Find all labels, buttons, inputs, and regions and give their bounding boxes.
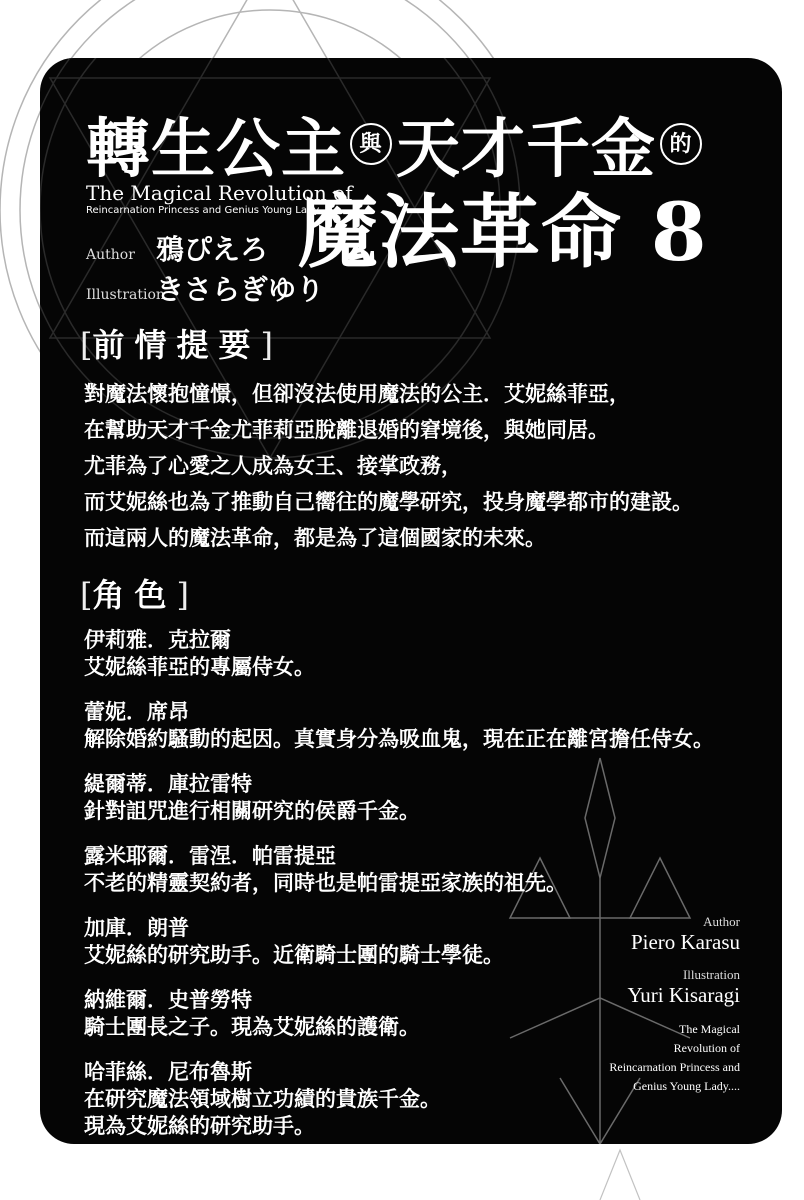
summary-heading — [80, 320, 273, 366]
character-entry — [84, 770, 714, 824]
character-desc: 艾妮絲的研究助手。近衛騎士團的騎士學徒。 — [84, 942, 504, 967]
illustration-credit — [86, 268, 324, 308]
characters-heading — [80, 570, 189, 616]
english-title-line-2: Reincarnation Princess and Genius Young Lady.... — [86, 205, 331, 216]
summary-text — [84, 376, 693, 556]
character-name: 蕾妮．席昂 — [84, 699, 189, 724]
summary-heading-text: 前情提要 — [92, 326, 261, 364]
en-author-label: Author — [703, 914, 740, 929]
title-part-b: 天才千金 — [396, 112, 656, 187]
character-name: 納維爾．史普勞特 — [84, 987, 252, 1012]
character-name: 緹爾蒂．庫拉雷特 — [84, 771, 252, 796]
dark-panel — [40, 58, 782, 1144]
character-entry — [84, 626, 714, 680]
en-illustration-name: Yuri Kisaragi — [627, 983, 740, 1007]
summary-line: 而這兩人的魔法革命，都是為了這個國家的未來。 — [84, 525, 546, 550]
en-book-title-line: The Magical — [679, 1022, 740, 1036]
title-line-2: 魔法革命 8 — [298, 185, 708, 279]
author-credit — [86, 228, 324, 268]
bracket-close: ] — [260, 326, 273, 364]
credits-block — [86, 228, 324, 308]
english-title-line-1: The Magical Revolution of — [86, 181, 353, 205]
characters-heading-text: 角色 — [92, 576, 177, 614]
title-joiner-2: 的 — [660, 123, 702, 165]
character-desc: 不老的精靈契約者，同時也是帕雷提亞家族的祖先。 — [84, 870, 567, 895]
bracket-open: [ — [80, 576, 93, 614]
summary-line: 對魔法懷抱憧憬，但卻沒法使用魔法的公主．艾妮絲菲亞， — [84, 381, 630, 406]
character-desc: 在研究魔法領域樹立功績的貴族千金。 — [84, 1086, 441, 1111]
illustration-name: きさらぎゆり — [156, 273, 325, 306]
character-name: 哈菲絲．尼布魯斯 — [84, 1059, 252, 1084]
summary-line: 尤菲為了心愛之人成為女王、接掌政務， — [84, 453, 462, 478]
character-desc: 現為艾妮絲的研究助手。 — [84, 1113, 315, 1138]
summary-line: 而艾妮絲也為了推動自己嚮往的魔學研究，投身魔學都市的建設。 — [84, 489, 693, 514]
title-joiner-1: 與 — [350, 123, 392, 165]
character-name: 露米耶爾．雷涅．帕雷提亞 — [84, 843, 336, 868]
en-author-name: Piero Karasu — [630, 930, 740, 954]
en-book-title — [540, 1020, 740, 1096]
character-entry — [84, 698, 714, 752]
character-name: 伊莉雅．克拉爾 — [84, 627, 231, 652]
character-name: 加庫．朗普 — [84, 915, 189, 940]
en-book-title-line: Revolution of — [673, 1041, 740, 1055]
bracket-close: ] — [176, 576, 189, 614]
title-part-a: 轉生公主 — [86, 112, 346, 187]
character-desc: 艾妮絲菲亞的專屬侍女。 — [84, 654, 315, 679]
en-book-title-line: Reincarnation Princess and — [609, 1060, 740, 1074]
author-name: 鴉ぴえろ — [156, 233, 269, 266]
character-desc: 解除婚約騷動的起因。真實身分為吸血鬼，現在正在離宮擔任侍女。 — [84, 726, 714, 751]
summary-line: 在幫助天才千金尤菲莉亞脫離退婚的窘境後，與她同居。 — [84, 417, 609, 442]
character-entry — [84, 842, 714, 896]
bracket-open: [ — [80, 326, 93, 364]
character-desc: 針對詛咒進行相關研究的侯爵千金。 — [84, 798, 420, 823]
english-credits — [540, 914, 740, 1096]
en-illustration-label: Illustration — [682, 967, 740, 982]
en-book-title-line: Genius Young Lady.... — [633, 1079, 740, 1093]
author-label: Author — [86, 247, 135, 263]
character-desc: 騎士團長之子。現為艾妮絲的護衛。 — [84, 1014, 420, 1039]
illustration-label: Illustration — [86, 287, 165, 303]
